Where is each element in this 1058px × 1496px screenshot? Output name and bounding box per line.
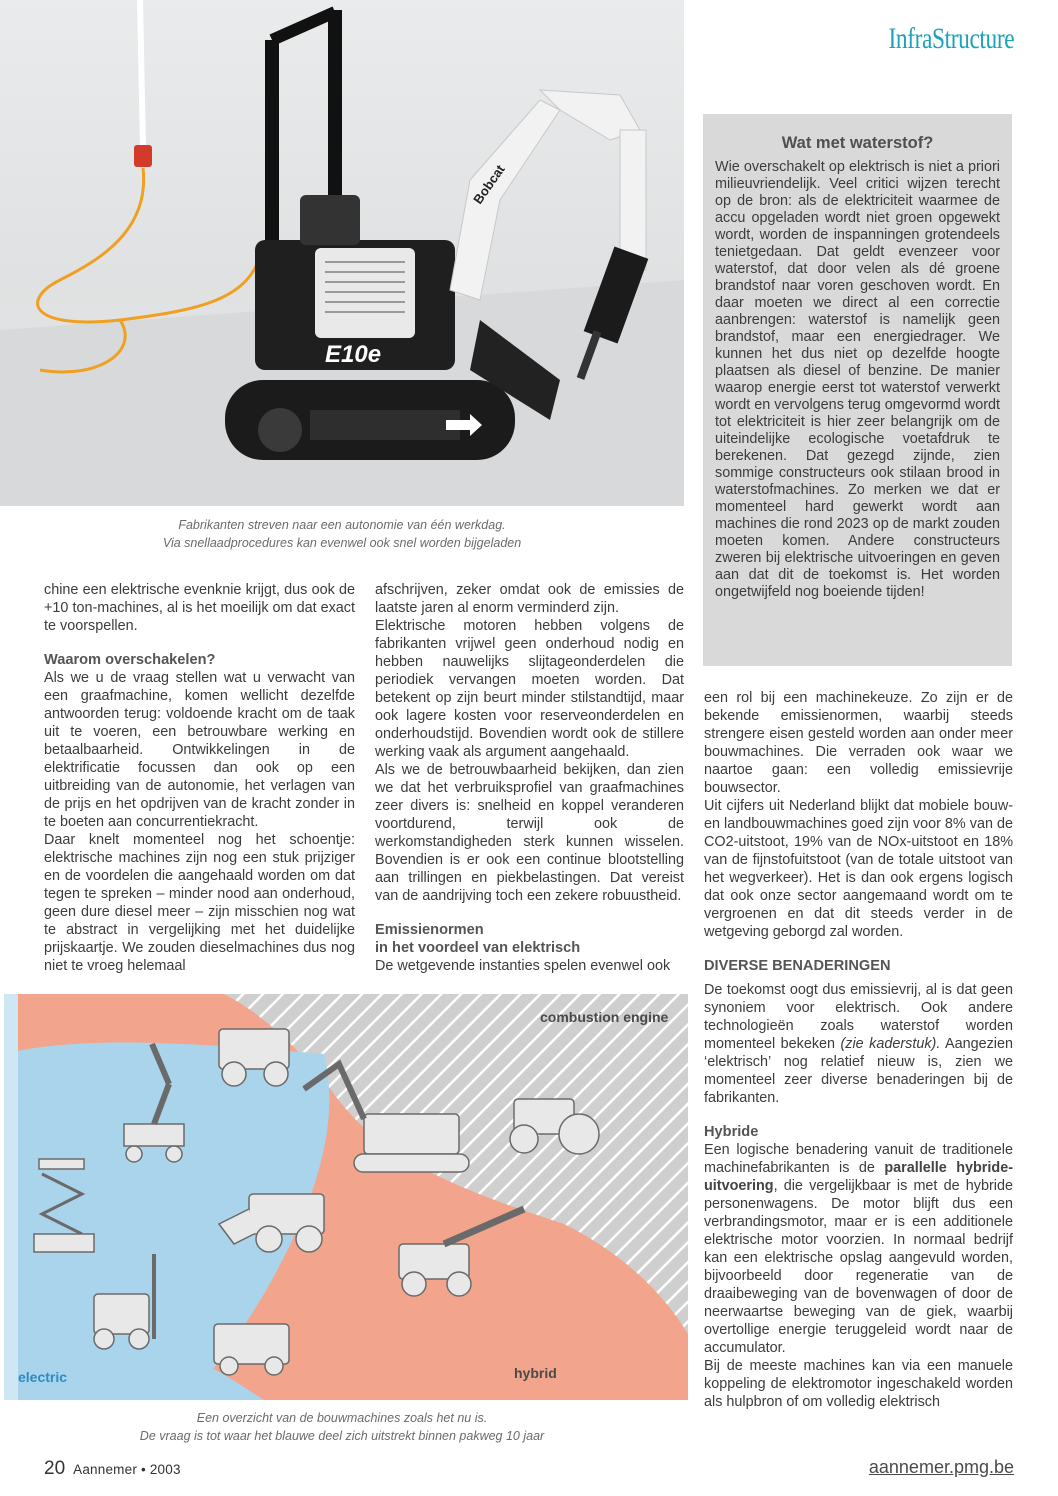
col3-paragraph-4-rest: , die vergelijkbaar is met de hybride personenwagens. De motor blijft dus een verbrandingsmotor, maar er is een additionele elektrische motor voorzien. In normaal bedrijf kan een elektrische opslag aangevuld worden, bijvoorbeeld door regeneratie van de draaibeweging van de bovenwagen of door de neerwaartse beweging van de giek, waarbij overtollige energie teruggeleid wordt naar de accumulator. [704,1178,1013,1356]
magazine-brand: InfraStructure [888,22,1014,55]
col2-paragraph-2: Elektrische motoren hebben volgens de fabrikanten vrijwel geen onderhoud nodig en hebben nauwelijks slijtageonderdelen die periodiek vervangen moeten worden. Dat betekent op zijn beurt minder stilstandtijd, maar ook lagere kosten voor reserveonderdelen en onderhoudstijd. Bovendien wordt ook de stillere werking vaak als argument aangehaald. [375,618,684,760]
column-1 [44,581,355,975]
col2-paragraph-4: De wetgevende instanties spelen evenwel ook [375,958,671,974]
column-2 [375,581,684,975]
col3-paragraph-1: een rol bij een machinekeuze. Zo zijn er de bekende emissienormen, waarbij steeds strengere eisen gesteld worden aan onder meer bouwmachines. Die verraden ook waar we naartoe gaan: een volledig emissievrije bouwsector. [704,690,1013,796]
col3-paragraph-3-text: De toekomst oogt dus emissievrij, al is dat geen synoniem voor elektrisch. Ook andere technologieën zoals waterstof worden momenteel bekeken [704,982,1013,1052]
excavator-photo [0,0,684,506]
col3-paragraph-4-bold: parallelle hybride-uitvoering [704,1160,1013,1194]
excavator-illustration [0,0,684,506]
heading-diverse-benaderingen: DIVERSE BENADERINGEN [704,958,891,974]
boom-label: Bobcat [470,162,508,207]
sidebar-title: Wat met waterstof? [781,134,934,152]
website-link[interactable]: aannemer.pmg.be [868,1457,1014,1477]
heading-waarom-overschakelen: Waarom overschakelen? [44,652,216,668]
heading-hybride: Hybride [704,1124,759,1140]
col3-paragraph-3-rest: Aangezien ‘elektrisch’ nog relatief nieuw is, zien we momenteel zeer diverse benaderingen bij de fabrikanten. [704,1036,1013,1106]
publication-name: Aannemer • 2003 [73,1462,181,1477]
page-number: 20 [44,1458,66,1479]
graphic-caption [0,1409,684,1445]
footer-left [44,1458,181,1480]
graphic-caption-line-1: Een overzicht van de bouwmachines zoals het nu is. [196,1411,488,1425]
heading-emissienormen-line-2: in het voordeel van elektrisch [375,940,581,956]
photo-caption [0,516,684,552]
overview-diagram [4,994,688,1400]
col2-paragraph-1: afschrijven, zeker omdat ook de emissies de laatste jaren al enorm verminderd zijn. [375,582,684,616]
col2-paragraph-3: Als we de betrouwbaarheid bekijken, dan zien we dat het verbruiksprofiel van graafmachines zeer divers is: snelheid en koppel veranderen voortdurend, terwijl ook de werkomstandigheden sterk kunnen wisselen. Bovendien is er ook een continue blootstelling aan trillingen en piekbelastingen. Dat vereist van de aandrijving toch een zekere robuustheid. [375,762,684,904]
col1-paragraph-3: Daar knelt momenteel nog het schoentje: elektrische machines zijn nog een stuk prijziger en de voordelen die aangehaald worden om dat tegen te spreken – minder nood aan onderhoud, geen dure diesel meer – zijn misschien nog wat te abstract in vergelijking met het duidelijke prijskaartje. We zouden dieselmachines dus nog niet te vroeg helemaal [44,832,355,974]
label-electric: electric [18,1369,68,1385]
col3-paragraph-3 [704,981,1013,1107]
col3-paragraph-2: Uit cijfers uit Nederland blijkt dat mobiele bouw- en landbouwmachines goed zijn voor 8% van de CO2-uitstoot, 19% van de NOx-uitstoot en 18% van de fijnstofuitstoot (van de totale uitstoot van het wegverkeer). Het is dan ook ergens logisch dat ook onze sector aangemaand wordt om te vergroenen en dat dit steeds verder in de wetgeving geborgd zal worden. [704,798,1013,940]
label-hybrid: hybrid [514,1365,557,1381]
sidebar-box [703,114,1012,666]
col3-paragraph-3-reference: (zie kaderstuk). [840,1036,941,1052]
heading-emissienormen-line-1: Emissienormen [375,922,484,938]
column-3 [704,689,1013,1411]
photo-caption-line-1: Fabrikanten streven naar een autonomie van één werkdag. [178,518,506,532]
heading-emissienormen [375,921,684,957]
label-combustion-engine: combustion engine [540,1009,669,1025]
col3-paragraph-4 [704,1141,1013,1357]
photo-caption-line-2: Via snellaadprocedures kan evenwel ook snel worden bijgeladen [162,536,522,550]
col1-paragraph-1: chine een elektrische evenknie krijgt, dus ook de +10 ton-machines, al is het moeilijk om dat exact te voorspellen. [44,582,355,634]
sidebar-body: Wie overschakelt op elektrisch is niet a priori milieuvriendelijk. Veel critici wijzen terecht op de bron: als de elektriciteit waarmee de accu opgeladen wordt niet groen opgewekt wordt, worden de inspanningen grotendeels tenietgedaan. Dat geldt evenzeer voor waterstof, dat door velen als dé groene brandstof naar voren geschoven wordt. En daar moeten we direct al een correctie aanbrengen: waterstof is namelijk geen brandstof, maar een energiedrager. We kunnen het dus niet op dezelfde hoogte plaatsen als diesel of benzine. De manier waarop energie eerst tot waterstof verwerkt wordt en vervolgens terug omgevormd wordt tot elektriciteit is hier zeer belangrijk om de uiteindelijke ecologische voetafdruk te berekenen. Dat gezegd zijnde, zien sommige constructeurs ook stilaan brood in waterstofmachines. Zo merken we dat er momenteel hard gewerkt wordt aan machines die rond 2023 op de markt zouden moeten komen. Andere constructeurs zweren bij elektrische uitvoeringen en geven aan dat dit de toekomst is. Het worden ongetwijfeld nog boeiende tijden! [715,159,1000,600]
col3-paragraph-5: Bij de meeste machines kan via een manuele koppeling de elektromotor ingeschakeld worden als hulpbron of om volledig elektrisch [704,1358,1013,1410]
graphic-caption-line-2: De vraag is tot waar het blauwe deel zich uitstrekt binnen pakweg 10 jaar [139,1429,545,1443]
col3-paragraph-4-text: Een logische benadering vanuit de traditionele machinefabrikanten is de [704,1142,1013,1176]
machine-overview-graphic [4,994,688,1400]
machine-label: E10e [325,341,382,368]
col1-paragraph-2: Als we u de vraag stellen wat u verwacht van een graafmachine, komen wellicht dezelfde antwoorden terug: voldoende kracht om de taak uit te voeren, een betrouwbare werking en betaalbaarheid. Ontwikkelingen in de elektrificatie focussen dan ook op een uitbreiding van de autonomie, het verlagen van de prijs en het opdrijven van de kracht zonder in te boeten aan concurrentiekracht. [44,670,355,830]
